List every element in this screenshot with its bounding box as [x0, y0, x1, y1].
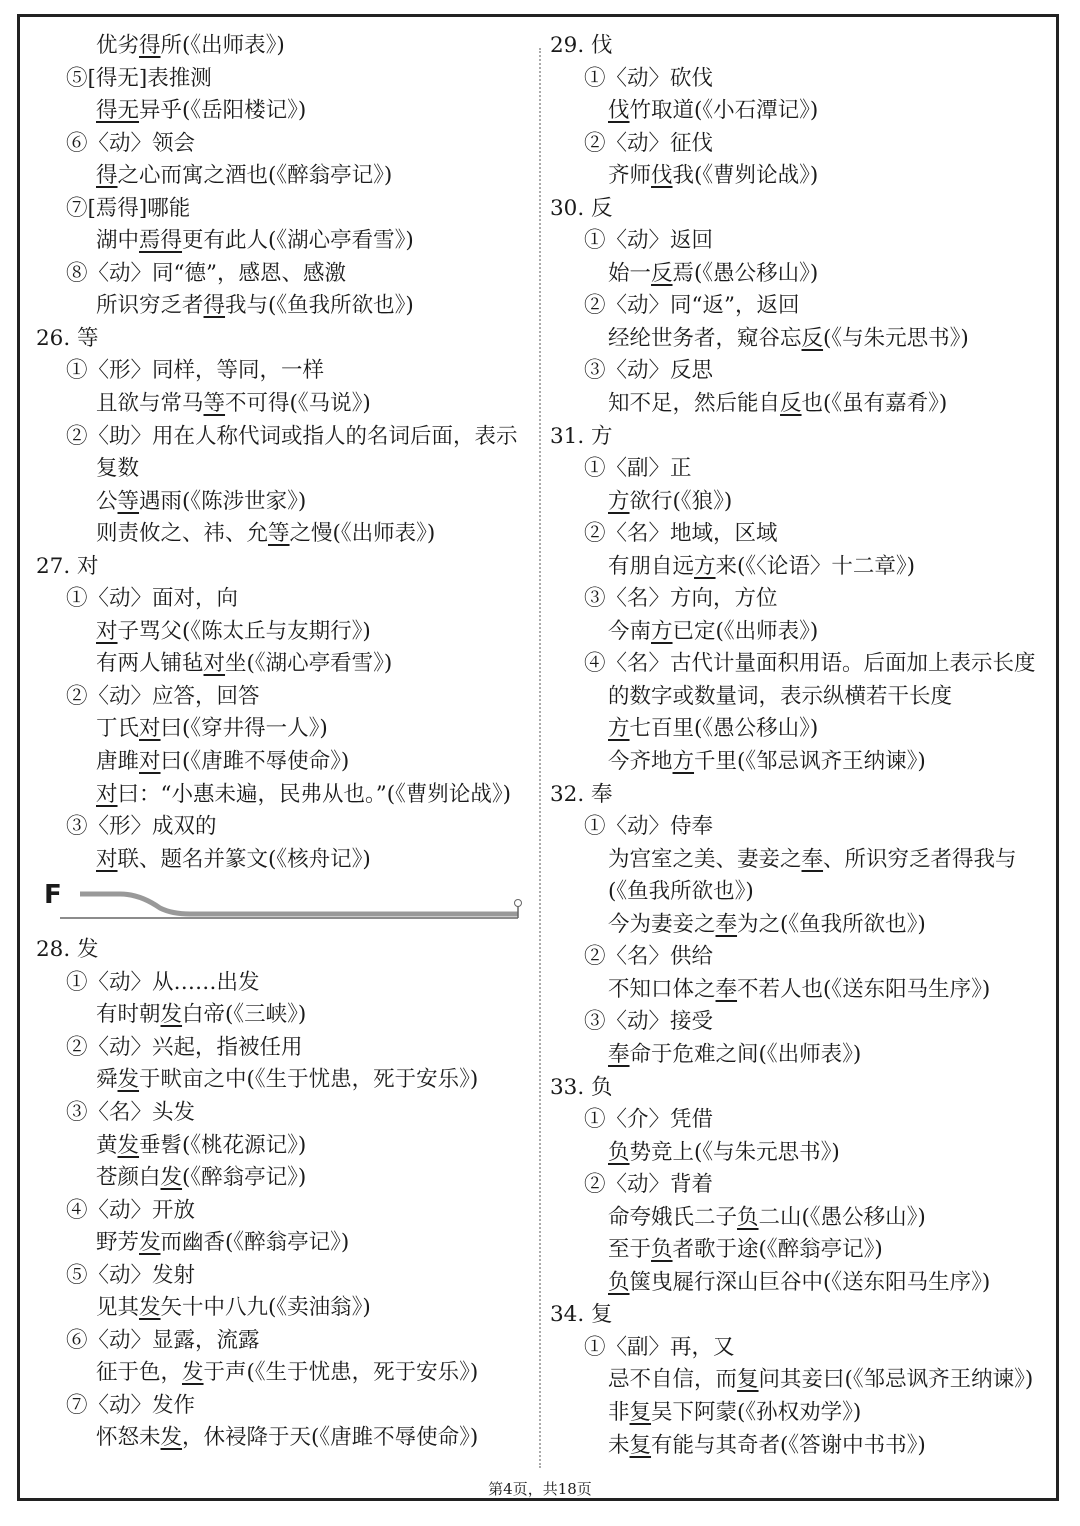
underlined-word: 方 — [608, 488, 630, 514]
underlined-word: 发 — [139, 1230, 161, 1256]
example-line: 复数 — [96, 456, 140, 482]
entry-heading: 32. 奉 — [550, 781, 613, 807]
sense-line: ②〈动〉背着 — [584, 1172, 714, 1198]
underlined-word: 奉 — [608, 1041, 630, 1067]
sense-line: ①〈动〉砍伐 — [584, 65, 714, 91]
sense-line: ②〈名〉供给 — [584, 944, 714, 970]
underlined-word: 对 — [203, 651, 226, 677]
sense-line: ①〈副〉正 — [584, 456, 692, 482]
sense-line: ①〈形〉同样，等同，一样 — [66, 358, 325, 384]
underlined-word: 等 — [268, 521, 290, 547]
underlined-word: 得 — [203, 293, 226, 319]
sense-line: ③〈动〉反思 — [584, 358, 714, 384]
example-line: 有时朝发白帝(《三峡》) — [96, 1002, 307, 1028]
underlined-word: 等 — [117, 488, 140, 514]
sense-line: ②〈动〉征伐 — [584, 130, 714, 156]
sense-line: ①〈副〉再，又 — [584, 1334, 735, 1360]
example-line: 的数字或数量词，表示纵横若干长度 — [608, 683, 953, 709]
entry-heading: 30. 反 — [550, 195, 613, 221]
underlined-word: 奉 — [715, 911, 738, 937]
underlined-word: 方 — [651, 618, 673, 644]
sense-line: ②〈动〉兴起，指被任用 — [66, 1034, 303, 1060]
underlined-word: 焉得 — [139, 228, 183, 254]
underlined-word: 得 — [96, 163, 118, 189]
underlined-word: 等 — [203, 391, 226, 417]
sense-line: ①〈动〉面对，向 — [66, 586, 239, 612]
underlined-word: 发 — [139, 1295, 161, 1321]
example-line: 始一反焉(《愚公移山》) — [608, 260, 819, 286]
sense-line: ⑧〈动〉同“德”，感恩、感激 — [66, 260, 346, 286]
sense-line: ⑥〈动〉显露，流露 — [66, 1327, 260, 1353]
sense-line: ⑤[得无]表推测 — [66, 65, 212, 91]
example-line: 得无异乎(《岳阳楼记》) — [96, 98, 307, 124]
example-line: 知不足，然后能自反也(《虽有嘉肴》) — [608, 391, 948, 417]
example-line: 经纶世务者，窥谷忘反(《与朱元思书》) — [608, 325, 969, 351]
underlined-word: 反 — [801, 325, 824, 351]
underlined-word: 负 — [608, 1139, 630, 1165]
sense-line: ②〈名〉地域，区域 — [584, 521, 778, 547]
example-line: 怀怒未发，休祲降于天(《唐雎不辱使命》) — [96, 1425, 479, 1451]
example-line: 湖中焉得更有此人(《湖心亭看雪》) — [96, 228, 414, 254]
example-line: 负势竞上(《与朱元思书》) — [608, 1139, 840, 1165]
underlined-word: 发 — [160, 1425, 183, 1451]
example-line: 征于色，发于声(《生于忧患，死于安乐》) — [96, 1360, 479, 1386]
example-line: 忌不自信，而复问其妾曰(《邹忌讽齐王纳谏》) — [608, 1367, 1034, 1393]
example-line: 命夸娥氏二子负二山(《愚公移山》) — [608, 1204, 926, 1230]
underlined-word: 伐 — [651, 163, 673, 189]
example-line: 今为妻妾之奉为之(《鱼我所欲也》) — [608, 911, 926, 937]
example-line: 今齐地方千里(《邹忌讽齐王纳谏》) — [608, 749, 926, 775]
underlined-word: 对 — [96, 618, 118, 644]
underlined-word: 得 — [139, 33, 161, 58]
underlined-word: 奉 — [801, 846, 824, 872]
example-line: 伐竹取道(《小石潭记》) — [608, 98, 819, 124]
underlined-word: 发 — [117, 1067, 140, 1093]
sense-line: ⑤〈动〉发射 — [66, 1262, 196, 1288]
sense-line: ④〈名〉古代计量面积用语。后面加上表示长度 — [584, 651, 1036, 677]
example-line: 丁氏对曰(《穿井得一人》) — [96, 716, 328, 742]
sense-line: ③〈名〉头发 — [66, 1099, 196, 1125]
example-line: 对子骂父(《陈太丘与友期行》) — [96, 618, 371, 644]
underlined-word: 得无 — [96, 98, 140, 124]
underlined-word: 复 — [629, 1432, 652, 1458]
example-line: 公等遇雨(《陈涉世家》) — [96, 488, 307, 514]
left-column — [20, 30, 526, 1455]
entry-heading: 26. 等 — [36, 325, 99, 351]
entry-heading: 27. 对 — [36, 553, 99, 579]
example-line: 得之心而寓之酒也(《醉翁亭记》) — [96, 163, 393, 189]
sense-line: ⑦〈动〉发作 — [66, 1392, 196, 1418]
underlined-word: 对 — [139, 749, 161, 775]
example-line: 且欲与常马等不可得(《马说》) — [96, 391, 371, 417]
example-line: 非复吴下阿蒙(《孙权劝学》) — [608, 1399, 862, 1425]
sense-line: ③〈名〉方向，方位 — [584, 586, 778, 612]
sense-line: ⑥〈动〉领会 — [66, 130, 196, 156]
underlined-word: 负 — [608, 1269, 630, 1295]
example-line: 黄发垂髫(《桃花源记》) — [96, 1132, 307, 1158]
underlined-word: 发 — [160, 1002, 183, 1028]
example-line: 对联、题名并篆文(《核舟记》) — [96, 846, 371, 872]
example-line: (《鱼我所欲也》) — [608, 879, 754, 905]
underlined-word: 发 — [117, 1132, 140, 1158]
example-line: 为宫室之美、妻妾之奉、所识穷乏者得我与 — [608, 846, 1017, 872]
underlined-word: 方 — [694, 553, 716, 579]
example-line: 所识穷乏者得我与(《鱼我所欲也》) — [96, 293, 414, 319]
sense-line: ③〈形〉成双的 — [66, 814, 217, 840]
section-letter: F — [44, 880, 62, 911]
underlined-word: 方 — [608, 716, 630, 742]
entry-heading: 31. 方 — [550, 423, 613, 449]
underlined-word: 对 — [139, 716, 161, 742]
page-footer: 第4页，共18页 — [488, 1480, 592, 1498]
underlined-word: 复 — [737, 1367, 759, 1393]
underlined-word: 伐 — [608, 98, 630, 124]
section-banner — [20, 876, 526, 934]
example-line: 唐雎对曰(《唐雎不辱使命》) — [96, 749, 350, 775]
underlined-word: 对 — [96, 781, 118, 807]
example-line: 方欲行(《狼》) — [608, 488, 733, 514]
underlined-word: 对 — [96, 846, 118, 872]
sense-line: ⑦[焉得]哪能 — [66, 195, 191, 221]
underlined-word: 方 — [672, 749, 695, 775]
example-line: 野芳发而幽香(《醉翁亭记》) — [96, 1230, 350, 1256]
sense-line: ②〈动〉应答，回答 — [66, 683, 260, 709]
example-line: 不知口体之奉不若人也(《送东阳马生序》) — [608, 976, 991, 1002]
underlined-word: 奉 — [715, 976, 738, 1002]
underlined-word: 反 — [780, 391, 802, 417]
sense-line: ②〈动〉同“返”，返回 — [584, 293, 800, 319]
right-column — [532, 30, 1042, 1462]
entry-heading: 34. 复 — [550, 1302, 613, 1328]
section-banner-rule — [60, 880, 530, 924]
sense-line: ③〈动〉接受 — [584, 1009, 714, 1035]
underlined-word: 发 — [160, 1165, 183, 1191]
example-line: 则责攸之、祎、允等之慢(《出师表》) — [96, 521, 436, 547]
example-line: 负箧曳屣行深山巨谷中(《送东阳马生序》) — [608, 1269, 991, 1295]
example-line: 有朋自远方来(《〈论语〉十二章》) — [608, 553, 916, 579]
underlined-word: 反 — [651, 260, 673, 286]
example-line: 至于负者歌于途(《醉翁亭记》) — [608, 1237, 883, 1263]
example-line: 对曰：“小惠未遍，民弗从也。”(《曹刿论战》) — [96, 781, 512, 807]
example-line: 齐师伐我(《曹刿论战》) — [608, 163, 819, 189]
sense-line: ①〈介〉凭借 — [584, 1107, 714, 1133]
entry-heading: 29. 伐 — [550, 33, 613, 58]
example-line: 未复有能与其奇者(《答谢中书书》) — [608, 1432, 926, 1458]
sense-line: ①〈动〉返回 — [584, 228, 714, 254]
underlined-word: 复 — [629, 1399, 652, 1425]
sense-line: ①〈动〉从……出发 — [66, 969, 260, 995]
underlined-word: 负 — [737, 1204, 759, 1230]
example-line: 今南方已定(《出师表》) — [608, 618, 819, 644]
example-line: 苍颜白发(《醉翁亭记》) — [96, 1165, 307, 1191]
example-line: 舜发于畎亩之中(《生于忧患，死于安乐》) — [96, 1067, 479, 1093]
underlined-word: 发 — [182, 1360, 204, 1386]
sense-line: ④〈动〉开放 — [66, 1197, 196, 1223]
example-line: 方七百里(《愚公移山》) — [608, 716, 819, 742]
example-line: 见其发矢十中八九(《卖油翁》) — [96, 1295, 371, 1321]
example-line: 有两人铺毡对坐(《湖心亭看雪》) — [96, 651, 393, 677]
underlined-word: 负 — [651, 1237, 673, 1263]
example-line: 奉命于危难之间(《出师表》) — [608, 1041, 862, 1067]
sense-line: ①〈动〉侍奉 — [584, 814, 714, 840]
entry-heading: 33. 负 — [550, 1074, 613, 1100]
entry-heading: 28. 发 — [36, 937, 99, 963]
sense-line: ②〈助〉用在人称代词或指人的名词后面，表示 — [66, 423, 518, 449]
example-line: 优劣得所(《出师表》) — [96, 33, 285, 58]
